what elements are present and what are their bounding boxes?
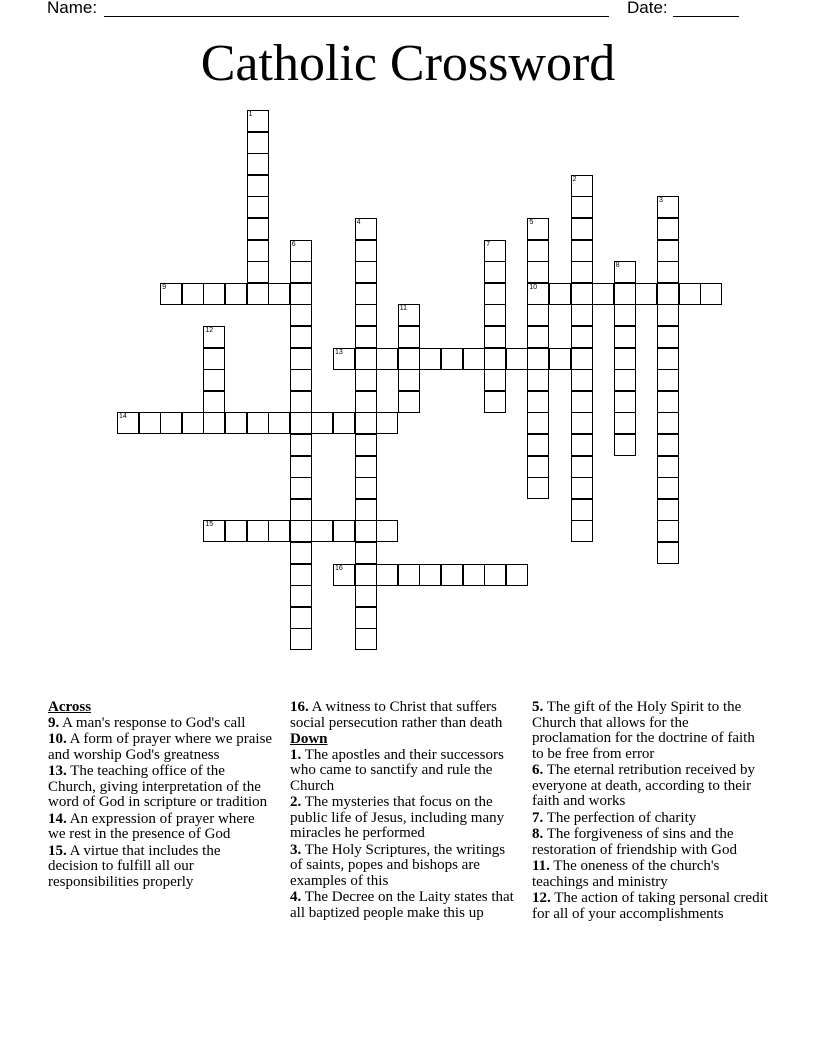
crossword-cell[interactable] [549,283,571,305]
crossword-cell[interactable] [355,542,377,564]
crossword-cell[interactable] [225,283,247,305]
crossword-cell[interactable] [484,348,506,370]
crossword-cell[interactable] [614,326,636,348]
crossword-cell[interactable] [355,304,377,326]
crossword-cell[interactable] [247,412,269,434]
crossword-cell[interactable] [700,283,722,305]
clue-number-13: 13 [335,348,343,356]
crossword-cell[interactable] [333,348,355,370]
clue-text: The Holy Scriptures, the writings of saints, popes and bishops are examples of this [290,841,506,889]
clue-number: 15. [48,842,67,859]
crossword-cell[interactable] [290,240,312,262]
crossword-cell[interactable] [333,520,355,542]
crossword-cell[interactable] [484,326,506,348]
crossword-cell[interactable] [355,628,377,650]
clue-text: The apostles and their successors who came to sanctify and rule the Church [290,746,504,794]
crossword-cell[interactable] [549,348,571,370]
crossword-cell[interactable] [355,456,377,478]
down-heading: Down [290,731,328,747]
crossword-cell[interactable] [441,348,463,370]
crossword-cell[interactable] [398,564,420,586]
crossword-cell[interactable] [290,326,312,348]
crossword-cell[interactable] [268,283,290,305]
crossword-cell[interactable] [657,456,679,478]
clue-number: 5. [532,699,544,715]
crossword-cell[interactable] [355,391,377,413]
crossword-cell[interactable] [225,520,247,542]
clue-number: 10. [48,731,67,747]
crossword-cell[interactable] [376,348,398,370]
crossword-cell[interactable] [571,261,593,283]
crossword-cell[interactable] [290,628,312,650]
crossword-cell[interactable] [571,326,593,348]
crossword-cell[interactable] [290,348,312,370]
crossword-cell[interactable] [657,261,679,283]
crossword-cell[interactable] [290,520,312,542]
clue-item [48,732,273,763]
crossword-cell[interactable] [614,261,636,283]
clue-text: The forgiveness of sins and the restoration of friendship with God [532,826,737,858]
crossword-cell[interactable] [247,132,269,154]
clue-item [532,827,768,858]
crossword-cell[interactable] [247,153,269,175]
crossword-cell[interactable] [290,499,312,521]
clue-text: An expression of prayer where we rest in the presence of God [48,810,255,842]
clue-item [48,812,273,843]
clue-number: 1. [290,746,302,763]
clue-number: 14. [48,810,67,827]
down-clue-list-continued [532,700,768,922]
crossword-cell[interactable] [376,412,398,434]
crossword-cell[interactable] [355,240,377,262]
crossword-cell[interactable] [398,348,420,370]
crossword-cell[interactable] [203,326,225,348]
crossword-cell[interactable] [247,283,269,305]
crossword-cell[interactable] [484,304,506,326]
clue-number: 7. [532,809,544,826]
crossword-cell[interactable] [592,283,614,305]
clue-item [532,763,768,810]
clue-item [48,716,273,732]
crossword-cell[interactable] [614,283,636,305]
clue-text: The mysteries that focus on the public life of Jesus, including many miracles he performed [290,794,505,841]
crossword-cell[interactable] [355,369,377,391]
crossword-cell[interactable] [398,391,420,413]
crossword-cell[interactable] [484,240,506,262]
across-heading: Across [48,699,92,715]
crossword-cell[interactable] [419,348,441,370]
crossword-cell[interactable] [571,477,593,499]
clues-column-3 [532,700,768,923]
crossword-cell[interactable] [657,240,679,262]
crossword-cell[interactable] [657,218,679,240]
crossword-cell[interactable] [355,412,377,434]
page-title: Catholic Crossword [200,35,616,92]
clue-number-4: 4 [356,219,361,226]
crossword-cell[interactable] [657,434,679,456]
clue-number: 13. [48,763,67,779]
crossword-cell[interactable] [247,196,269,218]
crossword-cell[interactable] [657,326,679,348]
crossword-cell[interactable] [657,304,679,326]
clue-number-15: 15 [205,521,214,529]
crossword-cell[interactable] [571,412,593,434]
crossword-cell[interactable] [527,369,549,391]
crossword-cell[interactable] [203,391,225,413]
crossword-cell[interactable] [290,607,312,629]
crossword-cell[interactable] [247,261,269,283]
clue-item [532,700,768,762]
crossword-cell[interactable] [571,218,593,240]
crossword-cell[interactable] [527,456,549,478]
crossword-cell[interactable] [290,456,312,478]
crossword-cell[interactable] [657,196,679,218]
clue-text: A form of prayer where we praise and worship God's greatness [48,731,273,763]
crossword-cell[interactable] [398,304,420,326]
crossword-cell[interactable] [290,412,312,434]
crossword-cell[interactable] [484,283,506,305]
crossword-cell[interactable] [484,391,506,413]
crossword-cell[interactable] [571,348,593,370]
crossword-cell[interactable] [355,261,377,283]
crossword-cell[interactable] [441,564,463,586]
crossword-cell[interactable] [290,434,312,456]
crossword-cell[interactable] [527,261,549,283]
clue-text: A virtue that includes the decision to fulfill all our responsibilities properly [48,842,221,890]
crossword-cell[interactable] [506,348,528,370]
crossword-cell[interactable] [614,412,636,434]
clue-item [532,811,768,827]
crossword-cell[interactable] [614,434,636,456]
clue-number-7: 7 [486,240,491,248]
crossword-cell[interactable] [657,412,679,434]
crossword-cell[interactable] [527,391,549,413]
crossword-cell[interactable] [203,369,225,391]
clue-item [290,748,518,795]
crossword-cell[interactable] [182,412,204,434]
crossword-cell[interactable] [311,412,333,434]
crossword-cell[interactable] [571,283,593,305]
crossword-cell[interactable] [247,520,269,542]
across-clue-list-continued [290,700,518,731]
crossword-cell[interactable] [290,391,312,413]
crossword-cell[interactable] [527,218,549,240]
crossword-cell[interactable] [182,283,204,305]
crossword-cell[interactable] [463,348,485,370]
crossword-cell[interactable] [571,520,593,542]
crossword-cell[interactable] [527,326,549,348]
down-clue-list [290,748,518,922]
clue-number-12: 12 [205,327,214,334]
clues-column-1 [48,700,273,891]
clue-item [290,700,518,731]
clue-number-8: 8 [615,262,620,270]
crossword-cell[interactable] [571,369,593,391]
crossword-cell[interactable] [657,391,679,413]
clue-number-14: 14 [119,413,127,421]
crossword-cell[interactable] [290,542,312,564]
crossword-cell[interactable] [203,412,225,434]
crossword-cell[interactable] [355,326,377,348]
clue-text: The teaching office of the Church, giving interpretation of the word of God in scripture or tradition [48,763,268,810]
crossword-cell[interactable] [484,564,506,586]
clue-number-5: 5 [529,219,534,226]
crossword-cell[interactable] [247,110,269,132]
crossword-cell[interactable] [247,218,269,240]
clue-number-3: 3 [659,197,663,205]
clue-number: 9. [48,714,60,731]
crossword-cell[interactable] [527,434,549,456]
crossword-cell[interactable] [203,520,225,542]
crossword-cell[interactable] [203,283,225,305]
crossword-cell[interactable] [398,369,420,391]
clue-text: The oneness of the church's teachings and ministry [532,858,720,890]
crossword-cell[interactable] [571,240,593,262]
crossword-cell[interactable] [679,283,701,305]
clue-item [290,795,518,842]
clue-text: The Decree on the Laity states that all baptized people make this up [290,889,514,921]
crossword-cell[interactable] [571,456,593,478]
crossword-cell[interactable] [571,175,593,197]
clue-text: The perfection of charity [543,809,697,826]
clue-number: 2. [290,794,302,810]
crossword-cell[interactable] [635,283,657,305]
crossword-cell[interactable] [376,520,398,542]
clue-text: The action of taking personal credit for all of your accomplishments [532,890,768,922]
crossword-cell[interactable] [571,499,593,521]
crossword-cell[interactable] [355,499,377,521]
crossword-cell[interactable] [355,477,377,499]
across-clue-list [48,716,273,891]
crossword-cell[interactable] [290,564,312,586]
clue-item [48,764,273,811]
crossword-cell[interactable] [527,412,549,434]
crossword-cell[interactable] [355,434,377,456]
crossword-cell[interactable] [225,412,247,434]
clue-number: 11. [532,858,550,874]
crossword-cell[interactable] [203,348,225,370]
clue-item [532,891,768,922]
crossword-cell[interactable] [290,585,312,607]
clue-item [290,843,518,890]
clue-text: The eternal retribution received by everyone at death, according to their faith and works [532,762,755,809]
crossword-cell[interactable] [614,304,636,326]
crossword-cell[interactable] [290,261,312,283]
clue-text: A witness to Christ that suffers social persecution rather than death [290,699,503,731]
crossword-cell[interactable] [290,283,312,305]
crossword-cell[interactable] [333,412,355,434]
crossword-cell[interactable] [355,520,377,542]
crossword-cell[interactable] [268,412,290,434]
crossword-cell[interactable] [484,369,506,391]
crossword-cell[interactable] [571,196,593,218]
clue-number-10: 10 [529,283,538,291]
crossword-cell[interactable] [355,564,377,586]
crossword-cell[interactable] [247,240,269,262]
crossword-cell[interactable] [657,477,679,499]
clues-column-2 [290,700,518,922]
crossword-cell[interactable] [117,412,139,434]
clue-number: 16. [290,699,309,715]
clue-item [290,890,518,921]
crossword-cell[interactable] [419,564,441,586]
clue-number: 3. [290,841,302,858]
crossword-cell[interactable] [527,348,549,370]
crossword-cell[interactable] [333,564,355,586]
crossword-cell[interactable] [290,304,312,326]
clue-text: A man's response to God's call [59,714,246,731]
clue-text: The gift of the Holy Spirit to the Church that allows for the proclamation for the doctrine of faith to be free from error [532,699,755,762]
name-label: Name: [47,0,98,17]
crossword-cell[interactable] [527,477,549,499]
crossword-cell[interactable] [160,412,182,434]
crossword-cell[interactable] [657,499,679,521]
crossword-cell[interactable] [355,218,377,240]
clue-item [532,859,768,890]
clue-number-1: 1 [248,111,253,118]
crossword-cell[interactable] [571,434,593,456]
crossword-cell[interactable] [355,348,377,370]
crossword-cell[interactable] [506,564,528,586]
crossword-cell[interactable] [355,585,377,607]
crossword-cell[interactable] [657,520,679,542]
crossword-cell[interactable] [657,542,679,564]
crossword-cell[interactable] [614,391,636,413]
clue-number: 6. [532,762,544,778]
crossword-cell[interactable] [290,477,312,499]
clue-number: 12. [532,890,551,906]
crossword-cell[interactable] [571,304,593,326]
crossword-cell[interactable] [311,520,333,542]
crossword-cell[interactable] [463,564,485,586]
clue-item [48,844,273,891]
crossword-cell[interactable] [527,240,549,262]
clue-number-11: 11 [399,305,408,313]
crossword-cell[interactable] [527,304,549,326]
clue-number-2: 2 [572,175,577,183]
crossword-cell[interactable] [355,283,377,305]
crossword-cell[interactable] [657,369,679,391]
clue-number-16: 16 [335,564,343,572]
crossword-cell[interactable] [614,369,636,391]
crossword-cell[interactable] [657,283,679,305]
crossword-cell[interactable] [484,261,506,283]
crossword-cell[interactable] [376,564,398,586]
crossword-cell[interactable] [355,607,377,629]
crossword-cell[interactable] [571,391,593,413]
crossword-cell[interactable] [290,369,312,391]
crossword-cell[interactable] [247,175,269,197]
crossword-cell[interactable] [657,348,679,370]
crossword-cell[interactable] [139,412,161,434]
crossword-cell[interactable] [398,326,420,348]
crossword-cell[interactable] [268,520,290,542]
clue-number: 4. [290,889,302,905]
clue-number-6: 6 [291,240,296,248]
clue-number-9: 9 [162,283,167,291]
clue-number: 8. [532,826,544,842]
crossword-cell[interactable] [614,348,636,370]
date-label: Date: [627,0,668,17]
crossword-cell[interactable] [527,283,549,305]
crossword-cell[interactable] [160,283,182,305]
